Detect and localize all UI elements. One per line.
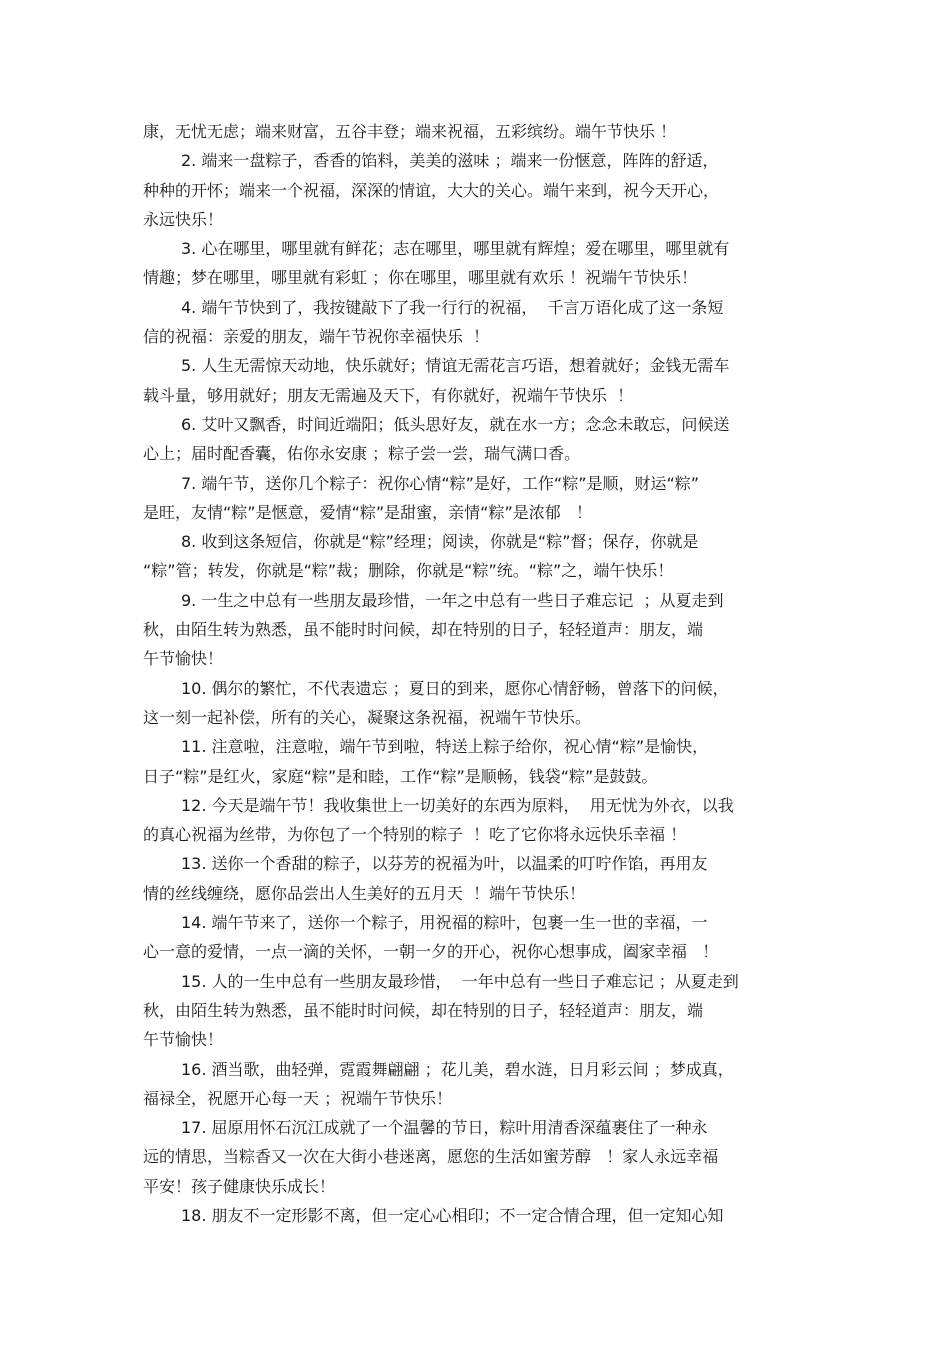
text-line: 是旺，友情“粽”是惬意，爱情“粽”是甜蜜，亲情“粽”是浓郁 ！ <box>143 502 592 522</box>
text-line: 9. 一生之中总有一些朋友最珍惜，一年之中总有一些日子难忘记 ；从夏走到 <box>181 590 724 610</box>
text-line: 8. 收到这条短信，你就是“粽”经理；阅读，你就是“粽”督；保存，你就是 <box>181 532 699 552</box>
text-line: 10. 偶尔的繁忙，不代表遗忘 ；夏日的到来，愿你心情舒畅，曾落下的问候， <box>181 678 729 698</box>
text-line: 种种的开怀；端来一个祝福，深深的情谊，大大的关心。端午来到，祝今天开心， <box>143 180 720 200</box>
text-line: 日子“粽”是红火，家庭“粽”是和睦，工作“粽”是顺畅，钱袋“粽”是鼓鼓。 <box>143 766 658 786</box>
text-line: 14. 端午节来了，送你一个粽子，用祝福的粽叶，包裹一生一世的幸福，一 <box>181 913 708 933</box>
text-line: 康，无忧无虑；端来财富，五谷丰登；端来祝福，五彩缤纷。端午节快乐 ！ <box>143 122 677 141</box>
text-line: 秋，由陌生转为熟悉，虽不能时时问候，却在特别的日子，轻轻道声：朋友，端 <box>143 1000 704 1020</box>
text-line: 福禄全，祝愿开心每一天 ；祝端午节快乐！ <box>143 1088 453 1108</box>
text-line: 4. 端午节快到了，我按键敲下了我一行行的祝福， 千言万语化成了这一条短 <box>181 297 724 317</box>
text-line: 情趣；梦在哪里，哪里就有彩虹 ；你在哪里，哪里就有欢乐 ！祝端午节快乐！ <box>143 268 698 288</box>
text-line: 信的祝福：亲爱的朋友，端午节祝你幸福快乐 ！ <box>143 327 490 347</box>
text-line: 午节愉快！ <box>143 1030 224 1050</box>
text-line: 的真心祝福为丝带，为你包了一个特别的粽子 ！吃了它你将永远快乐幸福 ！ <box>143 825 687 845</box>
text-line: 12. 今天是端午节！我收集世上一切美好的东西为原料， 用无忧为外衣，以我 <box>181 795 734 815</box>
text-line: 情的丝线缠绕，愿你品尝出人生美好的五月天 ！端午节快乐！ <box>143 883 586 903</box>
text-line: 午节愉快！ <box>143 649 224 669</box>
text-line: 13. 送你一个香甜的粽子，以芬芳的祝福为叶，以温柔的叮咛作馅，再用友 <box>181 854 708 874</box>
document-body <box>143 117 813 1230</box>
text-line: “粽”管；转发，你就是“粽”裁；删除，你就是“粽”统。“粽”之，端午快乐！ <box>143 561 674 581</box>
text-line: 心上；届时配香囊，佑你永安康 ；粽子尝一尝，瑞气满口香。 <box>143 444 581 464</box>
text-line: 17. 屈原用怀石沉江成就了一个温馨的节日，粽叶用清香深蕴裹住了一种永 <box>181 1118 708 1138</box>
text-line: 2. 端来一盘粽子，香香的馅料，美美的滋味 ；端来一份惬意，阵阵的舒适， <box>181 151 719 171</box>
text-line: 载斗量，够用就好；朋友无需遍及天下，有你就好，祝端午节快乐 ！ <box>143 385 634 405</box>
text-line: 15. 人的一生中总有一些朋友最珍惜， 一年中总有一些日子难忘记 ；从夏走到 <box>181 971 739 991</box>
text-line: 永远快乐！ <box>143 209 224 229</box>
text-line: 6. 艾叶又飘香，时间近端阳；低头思好友，就在水一方；念念未敢忘，问候送 <box>181 414 730 434</box>
text-line: 3. 心在哪里，哪里就有鲜花；志在哪里，哪里就有辉煌；爱在哪里，哪里就有 <box>181 239 730 259</box>
text-line: 平安！孩子健康快乐成长！ <box>143 1176 336 1196</box>
text-line: 心一意的爱情，一点一滴的关怀，一朝一夕的开心，祝你心想事成，阖家幸福 ！ <box>143 942 719 962</box>
text-line: 7. 端午节，送你几个粽子：祝你心情“粽”是好，工作“粽”是顺，财运“粽” <box>181 473 700 493</box>
text-line: 这一刻一起补偿，所有的关心，凝聚这条祝福，祝端午节快乐。 <box>143 707 592 727</box>
text-line: 18. 朋友不一定形影不离，但一定心心相印；不一定合情合理，但一定知心知 <box>181 1205 724 1225</box>
text-line: 11. 注意啦，注意啦，端午节到啦，特送上粽子给你，祝心情“粽”是愉快， <box>181 737 709 757</box>
text-line: 5. 人生无需惊天动地，快乐就好；情谊无需花言巧语，想着就好；金钱无需车 <box>181 356 730 376</box>
text-line: 远的情思，当粽香又一次在大街小巷迷离，愿您的生活如蜜芳醇 ！家人永远幸福 <box>143 1147 719 1167</box>
text-line: 秋，由陌生转为熟悉，虽不能时时问候，却在特别的日子，轻轻道声：朋友，端 <box>143 620 704 640</box>
text-line: 16. 酒当歌，曲轻弹，霓霞舞翩翩 ；花儿美，碧水涟，日月彩云间 ；梦成真， <box>181 1059 734 1079</box>
